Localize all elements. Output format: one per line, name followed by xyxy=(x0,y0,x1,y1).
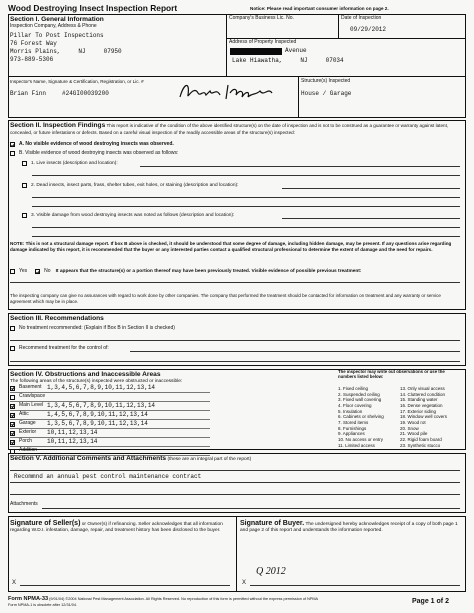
finding-b1-row xyxy=(22,160,118,167)
seller-acknowledgment: or Owner(s) if refinancing. Seller acknowledges that all information regarding W.D.I. infestation, damage, repair, and treatment history has been disclosed to the buyer. xyxy=(10,522,223,534)
area-basement-codes: 1,3,4,5,6,7,8,9,10,11,12,13,14 xyxy=(47,383,156,391)
buyer-signature-title: Signature of Buyer. xyxy=(240,520,305,527)
code-10: 10. No access or entry xyxy=(338,436,384,442)
note-text: NOTE: This is not a structural damage report. If box B above is checked, it should be understood that some degree of damage, including hidden damage, may be present. If any questions arise regarding damage indicated by this report, it is recommended that the buyer or any interested parties contact a qualified structural professional to determine the extent of damage and the need for repairs. xyxy=(10,241,452,252)
company-line-1: Pillar To Post Inspections xyxy=(10,32,104,39)
form-obsolete-note: Form NPMA-1 is obsolete after 12/31/04. xyxy=(8,602,78,607)
area-row-basement xyxy=(10,384,210,393)
property-address-label: Address of Property Inspected xyxy=(229,39,297,45)
area-row-crawlspace xyxy=(10,393,210,402)
obstruction-codes-col-1 xyxy=(338,386,400,448)
finding-b2-label: 2. Dead insects, insect parts, frass, shelter tubes, exit holes, or staining (description and location): xyxy=(31,182,239,188)
area-row-porch xyxy=(10,438,210,447)
finding-b-checkbox[interactable] xyxy=(10,151,15,156)
inspection-date: 09/29/2012 xyxy=(350,26,387,33)
seller-signature-block xyxy=(10,519,232,534)
report-title: Wood Destroying Insect Inspection Report xyxy=(8,3,178,13)
area-attic-label: Attic xyxy=(19,411,29,418)
inspector-label: Inspector's Name, Signature & Certification, Registration, or Lic. # xyxy=(10,79,144,84)
attachments-label: Attachments xyxy=(10,501,38,507)
area-exterior-checkbox[interactable] xyxy=(10,431,15,436)
code-6: 6. Cabinets or shelving xyxy=(338,414,384,420)
recommend-treatment-checkbox[interactable] xyxy=(10,346,15,351)
obstruction-codes-col-2 xyxy=(400,386,464,448)
area-basement-checkbox[interactable] xyxy=(10,386,15,391)
section-4-heading: Section IV. Obstructions and Inaccessible Areas xyxy=(10,371,161,378)
company-line-3: Morris Plains, NJ 07950 xyxy=(10,48,122,55)
seller-x-mark: X xyxy=(12,580,17,586)
code-21: 21. Wood pile xyxy=(400,431,428,437)
area-porch-label: Porch xyxy=(19,438,33,445)
code-22: 22. Rigid foam board xyxy=(400,436,442,442)
previous-treatment-row xyxy=(10,268,362,275)
company-label: Inspection Company, Address & Phone xyxy=(10,23,97,29)
obstruction-areas-list xyxy=(10,384,210,456)
area-crawlspace-checkbox[interactable] xyxy=(10,395,15,400)
seller-signature-title: Signature of Seller(s) xyxy=(10,520,81,527)
section-2-intro-block xyxy=(10,122,462,136)
finding-b2-row xyxy=(22,182,238,189)
notice-text: Notice: Please read important consumer information on page 2. xyxy=(250,6,389,11)
structures-value: House / Garage xyxy=(301,90,352,97)
additional-comment: Recommnd an annual pest control maintenance contract xyxy=(14,473,202,480)
area-garage-label: Garage xyxy=(19,420,36,427)
code-7: 7. Stored items xyxy=(338,419,369,425)
finding-b3-checkbox[interactable] xyxy=(22,213,27,218)
inspector-name: Brian Finn xyxy=(10,90,47,97)
buyer-signature-block xyxy=(240,519,462,534)
recommend-treatment-row xyxy=(10,345,109,352)
area-row-main-level xyxy=(10,402,210,411)
finding-b-label: B. Visible evidence of wood destroying insects was observed as follows: xyxy=(19,149,179,156)
no-treatment-checkbox[interactable] xyxy=(10,326,15,331)
code-14: 14. Cluttered condition xyxy=(400,391,446,397)
area-exterior-label: Exterior xyxy=(19,429,37,436)
section-4-codes-intro: The inspector may write out observations or use the numbers listed below: xyxy=(338,369,445,379)
treatment-yes-label: Yes xyxy=(19,267,28,274)
section-5-heading: Section V. Additional Comments and Attachments xyxy=(10,455,167,462)
business-license-label: Company's Business Lic. No. xyxy=(229,15,294,21)
section-2-intro: This report is indicative of the condition of the above identified structure(s) on the date of inspection and is not to be construed as a guarantee or warranty against latent, concealed, or future infestations or defects. Based on a careful visual inspection of the readily accessible areas of the structure(s) inspected: xyxy=(10,123,449,136)
section-1-heading: Section I. General Information xyxy=(10,16,104,23)
inspector-license: #24GI00039200 xyxy=(62,90,109,97)
area-porch-checkbox[interactable] xyxy=(10,440,15,445)
treatment-no-checkbox[interactable] xyxy=(35,269,40,274)
structures-label: Structure(s) Inspected xyxy=(301,78,351,84)
buyer-acknowledgment: The undersigned hereby acknowledges receipt of a copy of both page 1 and page 2 of this report and understands the information reported. xyxy=(240,522,458,534)
area-garage-checkbox[interactable] xyxy=(10,422,15,427)
code-4: 4. Floor covering xyxy=(338,402,372,408)
footer-form-info xyxy=(8,596,388,608)
code-3: 3. Fixed wall covering xyxy=(338,397,382,403)
structural-damage-note xyxy=(10,241,462,252)
buyer-signature: Q 2012 xyxy=(256,566,286,577)
finding-a-row xyxy=(10,141,174,148)
buyer-signature-line[interactable] xyxy=(250,585,460,586)
code-9: 9. Appliances xyxy=(338,431,365,437)
finding-b3-label: 3. Visible damage from wood destroying insects was noted as follows (description and location): xyxy=(31,212,235,218)
code-11: 11. Limited access xyxy=(338,442,375,448)
buyer-x-mark: X xyxy=(242,580,247,586)
code-17: 17. Exterior siding xyxy=(400,408,437,414)
finding-b1-label: 1. Live insects (description and location): xyxy=(31,160,118,166)
section-3-heading: Section III. Recommendations xyxy=(10,315,104,322)
code-23: 23. Synthetic stucco xyxy=(400,442,441,448)
page-number: Page 1 of 2 xyxy=(412,598,449,605)
redacted-street-number xyxy=(230,48,282,55)
finding-b3-row xyxy=(22,212,234,219)
finding-b1-checkbox[interactable] xyxy=(22,161,27,166)
date-label: Date of Inspection xyxy=(341,15,382,21)
treatment-yes-checkbox[interactable] xyxy=(10,269,15,274)
section-4-intro: The following areas of the structure(s) inspected were obstructed or inaccessible: xyxy=(10,379,183,384)
code-16: 16. Dense vegetation xyxy=(400,402,443,408)
section-2-heading: Section II. Inspection Findings xyxy=(10,122,106,129)
code-20: 20. Snow xyxy=(400,425,419,431)
section-5-heading-note: (these are an integral part of the report) xyxy=(167,457,252,462)
treatment-no-label: No xyxy=(44,267,51,274)
code-15: 15. Standing water xyxy=(400,397,438,403)
inspector-signature xyxy=(176,79,286,103)
code-13: 13. Only visual access xyxy=(400,386,445,391)
code-5: 5. Insulation xyxy=(338,408,363,414)
warranty-disclaimer: The inspecting company can give no assurances with regard to work done by other companies. The company that performed the treatment should be contacted for information on treatment and any warranty or service agreement which may be in place. xyxy=(10,293,441,304)
area-addition-label: Addition xyxy=(19,447,38,454)
recommend-none-row xyxy=(10,325,175,332)
property-street-suffix: Avenue xyxy=(285,47,307,54)
area-row-garage xyxy=(10,420,210,429)
area-main-level-checkbox[interactable] xyxy=(10,404,15,409)
area-garage-codes: 1,3,5,6,7,8,9,10,11,12,13,14 xyxy=(47,419,148,427)
code-18: 18. Window well covers xyxy=(400,414,448,420)
section-5-title xyxy=(10,455,251,463)
finding-b2-checkbox[interactable] xyxy=(22,183,27,188)
area-exterior-codes: 10,11,12,13,14 xyxy=(47,428,98,436)
area-main-level-label: Main Level xyxy=(19,402,44,409)
form-number: Form NPMA-33 xyxy=(8,596,49,602)
property-city-state-zip: Lake Hiawatha, NJ 07034 xyxy=(232,57,344,64)
code-19: 19. Wood rot xyxy=(400,419,426,425)
area-row-attic xyxy=(10,411,210,420)
seller-signature-line[interactable] xyxy=(20,585,230,586)
area-attic-checkbox[interactable] xyxy=(10,413,15,418)
area-crawlspace-label: Crawlspace xyxy=(19,393,46,400)
no-treatment-label: No treatment recommended: (Explain if Box B in Section II is checked) xyxy=(19,324,175,331)
recommend-treatment-label: Recommend treatment for the control of: xyxy=(19,344,109,351)
area-main-level-codes: 1,3,4,5,6,7,8,9,10,11,12,13,14 xyxy=(47,401,156,409)
area-row-exterior xyxy=(10,429,210,438)
code-1: 1. Fixed ceiling xyxy=(338,386,369,391)
finding-a-label: A. No visible evidence of wood destroying insects was observed. xyxy=(19,140,174,147)
form-copyright: (9/01/04) ©2004 National Pest Management Association. All Rights Reserved. No reproduction of this form is permitted without the express permission of NPMA xyxy=(49,597,319,601)
area-attic-codes: 1,4,5,6,7,8,9,10,11,12,13,14 xyxy=(47,410,148,418)
code-2: 2. Suspended ceiling xyxy=(338,391,380,397)
code-8: 8. Furnishings xyxy=(338,425,367,431)
company-line-2: 76 Forest Way xyxy=(10,40,57,47)
treatment-text: It appears that the structure(s) or a portion thereof may have been previously treated. Visible evidence of possible previous treatment: xyxy=(55,268,362,274)
area-basement-label: Basement xyxy=(19,384,42,391)
area-porch-codes: 10,11,12,13,14 xyxy=(47,437,98,445)
company-line-4: 973-889-5306 xyxy=(10,56,54,63)
finding-b-row xyxy=(10,150,178,157)
finding-a-checkbox[interactable] xyxy=(10,142,15,147)
